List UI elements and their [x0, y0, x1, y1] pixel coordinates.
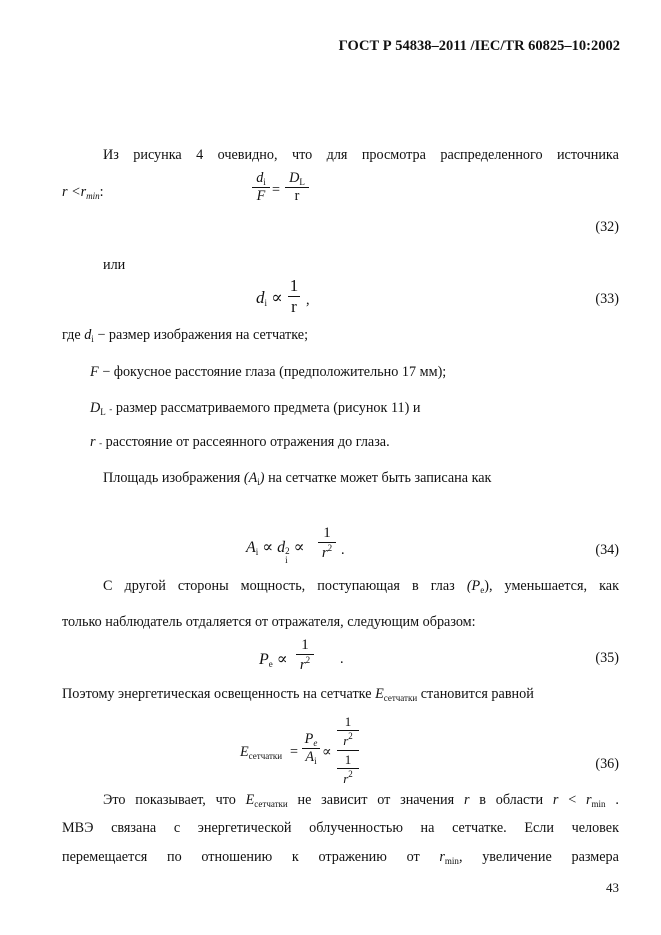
eq36-lhs [240, 744, 282, 761]
eq34-r-sup: 2 [327, 543, 333, 553]
word: что [291, 147, 313, 163]
def-var: D [90, 400, 101, 416]
word: как [599, 578, 619, 594]
eq34-period: . [341, 542, 345, 558]
eq36-a: A [305, 749, 315, 765]
para4-post: становится равной [420, 686, 534, 702]
eq32-rhs-fraction [285, 170, 309, 205]
word: 4 [196, 147, 204, 163]
word-pe [467, 578, 493, 595]
rmin-sub: min [444, 856, 459, 866]
eq34-d-sub: i [285, 555, 288, 565]
para4-pre: Поэтому энергетическая освещенность на сетчатке [62, 686, 372, 702]
eq36-proportional: ∝ [322, 744, 332, 760]
rmin-var: r [439, 849, 445, 865]
para2-post: на сетчатке может быть записана как [268, 470, 492, 486]
eq34-fraction [318, 525, 336, 562]
word: облученностью [309, 820, 403, 836]
word: Если [524, 820, 554, 836]
def-var: d [84, 327, 92, 343]
eq32-d-sub: i [263, 177, 266, 187]
word: Это [103, 792, 126, 808]
paragraph-3-line-2: только наблюдатель отдаляется от отражателя, следующим образом: [62, 614, 476, 630]
word: от [377, 792, 391, 808]
def-sub: L [100, 407, 106, 417]
para2-pre: Площадь изображения [103, 470, 241, 486]
eq36-r1-sup: 2 [348, 731, 353, 741]
para4-sub: сетчатки [383, 693, 418, 703]
pe-var: (P [466, 578, 481, 594]
word: стороны [177, 578, 229, 594]
word: МВЭ [62, 820, 94, 836]
eq32-lhs-fraction [252, 170, 270, 205]
word: по [166, 849, 182, 865]
word: распределенного [440, 147, 543, 163]
pe-sub: e [480, 585, 485, 595]
eq34-num: 1 [323, 525, 331, 541]
eq35-number: (35) [595, 650, 619, 666]
word: отражению [318, 849, 387, 865]
eq36-e: E [240, 744, 249, 760]
page-number: 43 [606, 880, 619, 895]
def-dash: - [99, 438, 103, 448]
word: отношению [201, 849, 273, 865]
paragraph-5-line-3 [62, 849, 619, 866]
eq36-equals: = [290, 744, 299, 760]
def-text: − фокусное расстояние глаза (предположительно 17 мм); [102, 364, 447, 380]
def-prefix: где [62, 327, 81, 343]
eq33-fraction [288, 276, 300, 317]
eq35-p: P [259, 651, 269, 668]
word: области [495, 792, 544, 808]
word: показывает, [135, 792, 206, 808]
word: увеличение [482, 849, 552, 865]
para2-sub: i [257, 477, 260, 487]
fraction-main-bar [337, 750, 359, 751]
eq35-p-sub: e [268, 659, 273, 669]
word: рисунка [133, 147, 182, 163]
eq35-period: . [340, 651, 344, 667]
pe-close: ), [484, 578, 493, 594]
para2-close: ) [259, 470, 265, 486]
word: С [103, 578, 113, 594]
e-sub: сетчатки [254, 799, 288, 809]
condition-sub: min [86, 191, 100, 201]
eq34-a-sub: i [255, 547, 259, 557]
word: мощность, [240, 578, 306, 594]
word: что [215, 792, 236, 808]
eq33-d-sub: i [264, 298, 268, 308]
eq35-lhs [259, 649, 288, 669]
eq34-r: r [321, 545, 328, 561]
eq33-proportional: ∝ [271, 288, 283, 307]
word: другой [124, 578, 166, 594]
eq36-compound-fraction [337, 714, 359, 787]
eq34-a: A [246, 539, 256, 556]
definition-di [62, 327, 308, 344]
word: к [291, 849, 299, 865]
eq35-prop: ∝ [276, 651, 288, 668]
word-cond-r: r [552, 792, 559, 808]
word: в [411, 578, 419, 594]
eq33-lhs [256, 288, 283, 308]
word: размера [571, 849, 619, 865]
word: . [615, 792, 619, 808]
eq36-e-sub: сетчатки [248, 751, 283, 761]
eq36-r1: r [343, 733, 349, 748]
word: для [326, 147, 348, 163]
eq36-a-sub: i [314, 756, 317, 766]
word: на [420, 820, 435, 836]
eq34-number: (34) [595, 542, 619, 558]
eq32-equals: = [272, 182, 281, 198]
word: связана [111, 820, 157, 836]
eq36-p-sub: e [313, 738, 318, 748]
condition-colon: : [99, 184, 104, 200]
eq36-pa-fraction [302, 731, 320, 766]
eq36-number: (36) [595, 756, 619, 772]
eq32-dl: D [289, 170, 300, 186]
def-text: размер рассматриваемого предмета (рисунок 11) и [115, 400, 421, 416]
eq35-r: r [299, 657, 306, 673]
word: уменьшается, [504, 578, 588, 594]
paragraph-3-line-1 [103, 578, 619, 595]
paragraph-2 [103, 470, 491, 487]
e-var: E [245, 792, 255, 808]
document-header: ГОСТ Р 54838–2011 /IEC/TR 60825–10:2002 [338, 38, 620, 54]
eq32-r: r [294, 188, 300, 204]
eq35-fraction [296, 637, 314, 674]
def-text: расстояние от рассеянного отражения до глаза. [105, 434, 390, 450]
eq36-num1: 1 [344, 714, 352, 729]
eq36-num2: 1 [344, 752, 352, 767]
para2-var: (A [243, 470, 258, 486]
definition-dl [90, 400, 420, 417]
word: просмотра [361, 147, 426, 163]
word: поступающая [317, 578, 400, 594]
word: Из [103, 147, 119, 163]
word-r: r [463, 792, 470, 808]
eq33-d: d [256, 288, 265, 307]
or-word: или [103, 257, 126, 273]
para4-var: E [375, 686, 384, 702]
word: не [297, 792, 312, 808]
word: человек [571, 820, 619, 836]
condition-r-less-rmin [62, 184, 104, 201]
word: энергетической [197, 820, 292, 836]
rmin-sub: min [591, 799, 606, 809]
word: от [406, 849, 420, 865]
condition-text: r <r [62, 184, 87, 200]
definition-f [90, 364, 446, 381]
word-rmin [439, 849, 462, 866]
paragraph-5-line-2 [62, 820, 619, 837]
comma: , [458, 849, 463, 865]
word-rmin [586, 792, 606, 809]
def-var: r [90, 434, 96, 450]
word: зависит [321, 792, 368, 808]
eq32-dl-sub: L [299, 177, 305, 187]
def-var: F [90, 364, 99, 380]
word: значения [400, 792, 455, 808]
eq36-r2: r [343, 771, 349, 786]
eq33-num: 1 [289, 276, 299, 295]
def-text: − размер изображения на сетчатке; [97, 327, 309, 343]
word-e-retina [246, 792, 288, 809]
rmin-var: r [586, 792, 592, 808]
definition-r [90, 434, 390, 451]
word: сетчатке. [452, 820, 507, 836]
eq34-lhs [246, 537, 304, 565]
eq34-d-sup: 2 [285, 546, 290, 556]
word: с [173, 820, 181, 836]
eq36-p: P [304, 731, 314, 747]
def-dash: - [109, 404, 113, 414]
eq35-num: 1 [301, 637, 309, 653]
eq33-number: (33) [595, 291, 619, 307]
paragraph-5-line-1 [103, 792, 619, 809]
word: очевидно, [217, 147, 278, 163]
eq35-r-sup: 2 [305, 655, 311, 665]
word: перемещается [62, 849, 148, 865]
eq32-number: (32) [595, 219, 619, 235]
eq32-f: F [256, 188, 266, 204]
word-cond-op: < [568, 792, 577, 808]
word: источника [556, 147, 619, 163]
word: в [479, 792, 486, 808]
paragraph-4 [62, 686, 534, 703]
eq34-prop1: ∝ [262, 539, 274, 556]
eq33-comma: , [306, 292, 310, 308]
eq32-d: d [256, 170, 264, 186]
eq33-den: r [291, 297, 297, 316]
paragraph-1-line-1 [103, 147, 619, 164]
def-sub: i [91, 334, 94, 344]
word: глаз [430, 578, 455, 594]
eq34-prop2: ∝ [293, 539, 305, 556]
eq36-r2-sup: 2 [348, 769, 353, 779]
eq34-d: d [277, 539, 286, 556]
